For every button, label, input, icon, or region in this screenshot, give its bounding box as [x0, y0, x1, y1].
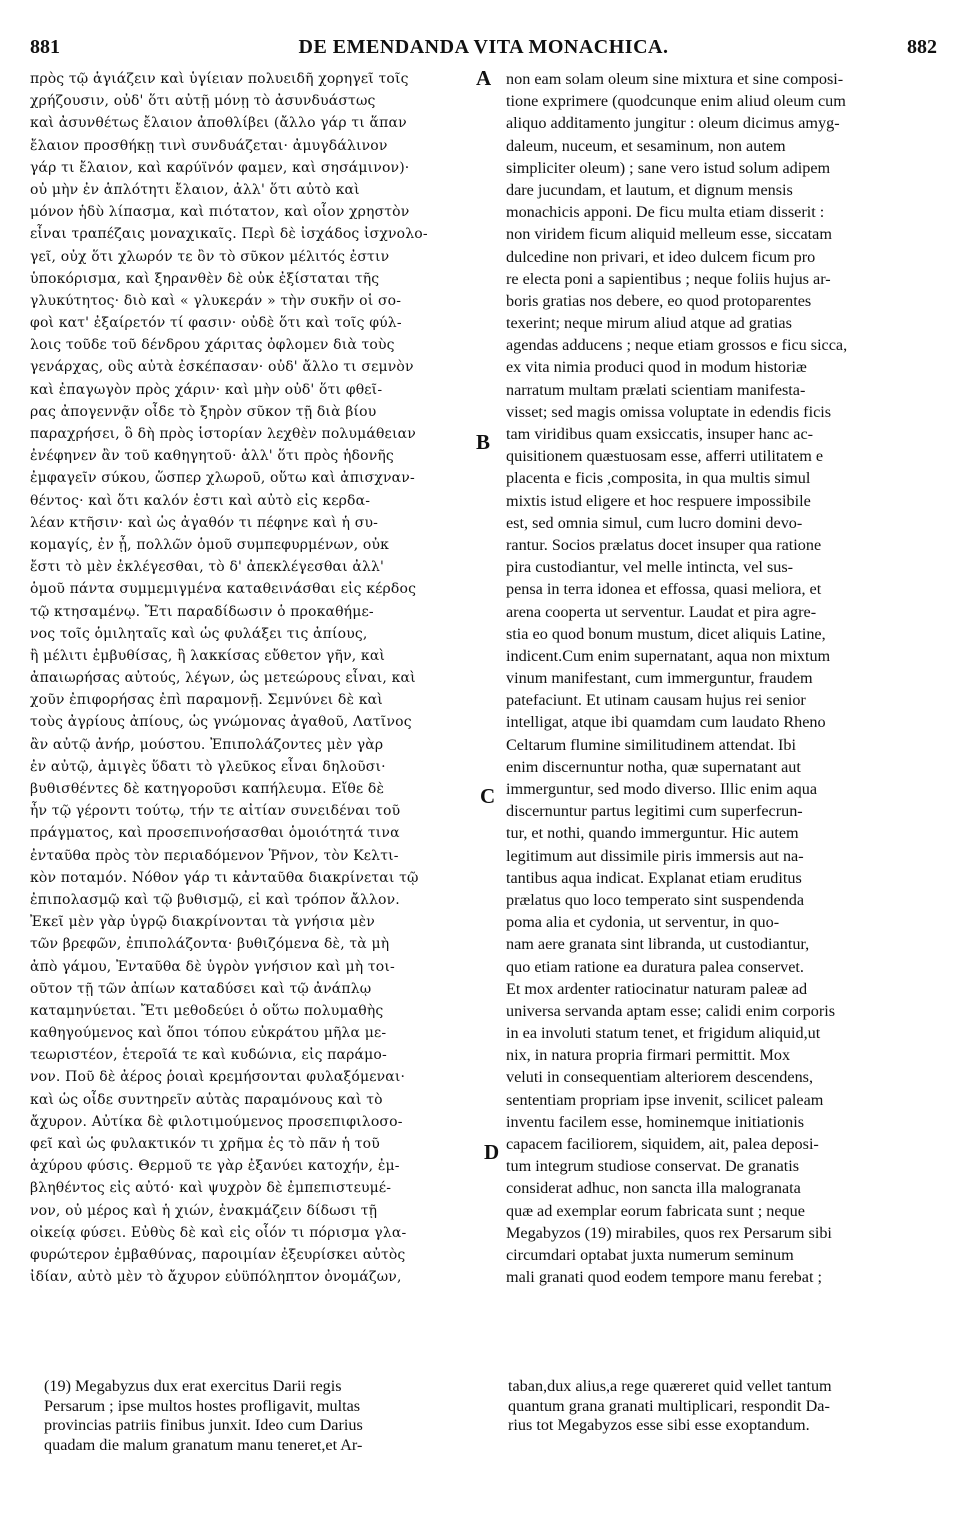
greek-text-line: νος τοῖς ὁμιληταῖς καὶ ὡς φυλάξει τις ἀπίους, — [30, 625, 368, 642]
greek-text-line: κὸν ποταμόν. Νόθον γάρ τι κἀνταῦθα διακρίνεται τῷ — [30, 869, 419, 886]
latin-text-line: considerat adhuc, non sancta illa malogranata — [506, 1179, 801, 1198]
latin-text-line: intelligat, atque ibi quamdam cum laudato Rheno — [506, 713, 826, 732]
greek-text-line: καταμηνύεται. Ἔτι μεθοδεύει ὁ οὕτω πολυμαθὴς — [30, 1002, 384, 1019]
latin-text-line: Celtarum flumine similitudinem attendat. Ibi — [506, 735, 796, 754]
latin-text-line: mali granati quod eodem tempore manu ferebat ; — [506, 1268, 822, 1287]
latin-text-line: in ea involuti statum tenet, et frigidum aliquid,ut — [506, 1024, 821, 1043]
running-header — [30, 36, 937, 62]
latin-text-line: nam aere granata sint libranda, ut custodiantur, — [506, 935, 810, 954]
greek-text-line: τεωριστέον, ἑτεροῖά τε καὶ κυδώνια, εἰς παράμο- — [30, 1047, 387, 1064]
latin-text-line: Et mox ardenter ratiocinatur naturam paleæ ad — [506, 979, 808, 998]
greek-text-line: χρήζουσιν, οὐδ' ὅτι αὐτῇ μόνῃ τὸ ἀσυνδυάστως — [30, 93, 376, 110]
latin-text-line: discernuntur partus legitimi cum superfecrun- — [506, 802, 803, 821]
greek-text-line: ἀπὸ γάμου, Ἐνταῦθα δὲ ὑγρὸν γνήσιον καὶ μὴ τοι- — [30, 958, 395, 975]
greek-text-line: καὶ ἀσυνθέτως ἔλαιον ἀποθλίβει (ἄλλο γάρ τι ἅπαν — [30, 115, 407, 132]
greek-text-line: ἐμφαγεῖν σύκου, ὥσπερ χλωροῦ, οὕτω καὶ ἀπισχναν- — [30, 470, 415, 487]
latin-text-line: visset; sed magis omissa voluptate in edendis ficis — [506, 402, 832, 421]
footnote-line: (19) Megabyzus dux erat exercitus Darii regis — [44, 1377, 342, 1395]
greek-text-line: τῷ κτησαμένῳ. Ἔτι παραδίδωσιν ὁ προκαθήμε- — [30, 603, 374, 620]
greek-text-line: ἀχύρου φύσις. Θερμοῦ τε γὰρ ἐξανύει κατοχήν, ἐμ- — [30, 1158, 400, 1175]
latin-text-line: boris gratias nos debere, eo quod protoparentes — [506, 291, 812, 310]
greek-text-line: πρὸς τῷ ἁγιάζειν καὶ ὑγίειαν πολυειδῆ χορηγεῖ τοῖς — [30, 71, 409, 87]
greek-text-line: βυθισθέντες δὲ κατηγοροῦσι καπήλευμα. Εἴθε δὲ — [30, 781, 385, 797]
latin-text-line: capacem faciliorem, siquidem, ait, palea deposi- — [506, 1135, 819, 1153]
latin-text-line: mixtis istud eligere et hoc respuere impossibile — [506, 491, 811, 510]
greek-text-line: κομαγίς, ἐν ᾗ, πολλῶν ὁμοῦ συμπεφυρμένων, οὐκ — [30, 536, 390, 553]
greek-text-line: ἐνταῦθα πρὸς τὸν περιαδόμενον Ῥῆνον, τὸν Κελτι- — [30, 847, 399, 864]
latin-text-line: quisitionem quæstuosam esse, afferri utilitatem e — [506, 447, 824, 466]
greek-text-line: βληθέντος εἰς αὐτό· καὶ ψυχρὸν δὲ ἐμπεπιστευμέ- — [30, 1180, 392, 1197]
latin-text-line: pensa in terra idonea et effossa, quasi meliora, et — [506, 580, 822, 599]
greek-text-line: φεῖ καὶ ὡς φυλακτικόν τι χρῆμα ἐς τὸ πᾶν ἡ τοῦ — [30, 1136, 380, 1152]
footnote-line: taban,dux alius,a rege quæreret quid vellet tantum — [508, 1377, 832, 1395]
latin-text-line: nix, in natura propria firmari permittit. Mox — [506, 1046, 791, 1065]
greek-text-line: καθηγούμενος καὶ ὅποι τόπου εὐκράτου μῆλα με- — [30, 1025, 387, 1042]
latin-text-line: texerint; neque mirum aliud atque ad gratias — [506, 314, 792, 333]
greek-text-line: τοὺς ἀγρίους ἀπίους, ὡς γνώμονας ἀγαθοῦ, Λατῖνος — [30, 714, 412, 731]
page-number-left: 881 — [30, 36, 60, 58]
latin-text-line: non eam solam oleum sine mixtura et sine composi- — [506, 70, 844, 88]
greek-text-line: ἐν αὐτῷ, ἀμιγὲς ὕδατι τὸ γλεῦκος εἶναι δηλοῦσι· — [30, 758, 386, 775]
greek-text-line: ἐνέφηνεν ἂν τοῦ καθηγητοῦ· ἀλλ' ὅτι πρὸς ἡδονῆς — [30, 448, 394, 465]
greek-text-line: εἶναι τραπέζαις μοναχικαῖς. Περὶ δὲ ἰσχάδος ἰσχνολο- — [30, 226, 428, 243]
greek-text-line: λέαν κτῆσιν· καὶ ὡς ἀγαθόν τι πέφηνε καὶ ἡ συ- — [30, 514, 379, 531]
latin-text-line: tur, et nothi, quando immerguntur. Hic autem — [506, 824, 799, 843]
latin-text-line: indicent.Cum enim supernatant, aqua non mixtum — [506, 646, 831, 665]
latin-text-line: placenta e ficis ,composita, in qua multis simul — [506, 469, 811, 488]
latin-text-line: immerguntur, sed modo diverso. Illic enim aqua — [506, 780, 818, 798]
latin-text-line: poma alia et cydonia, ut serventur, in quo- — [506, 913, 780, 932]
latin-text-line: narratum multam prælati scientiam manifesta- — [506, 380, 806, 399]
latin-text-line: Megabyzos (19) mirabiles, quos rex Persarum sibi — [506, 1223, 832, 1242]
latin-text-line: legitimum aut dissimile piris immersis aut na- — [506, 846, 804, 865]
margin-letter-a: A — [476, 66, 492, 90]
greek-text-line: οῦτον τῇ τῶν ἀπίων καταδύσει καὶ τῷ ἀνάπλῳ — [30, 980, 372, 997]
latin-text-line: dare jucundam, et lautum, et dignum mensis — [506, 180, 793, 199]
greek-text-line: γάρ τι ἔλαιον, καὶ καρύϊνόν φαμεν, καὶ σησάμινον)· — [30, 159, 410, 176]
greek-column — [30, 68, 470, 1288]
margin-letter-d: D — [484, 1140, 500, 1164]
latin-text-line: monachicis apponi. De ficu multa etiam disserit : — [506, 203, 825, 222]
greek-text-line: ἦν τῷ γέροντι τούτῳ, τήν τε αἰτίαν συνειδέναι τοῦ — [30, 803, 401, 820]
latin-text-line: universa servanda aptam esse; calidi enim corporis — [506, 1001, 836, 1020]
latin-text-line: pira custodiantur, vel melle intincta, vel sus- — [506, 558, 794, 577]
latin-text-line: daleum, nuceum, et sesaminum, non autem — [506, 136, 786, 155]
latin-text-line: veluti in consequentiam alteriorem descendens, — [506, 1068, 814, 1087]
footnote-line: rius tot Megabyzos esse sibi esse exoptandum. — [508, 1416, 810, 1434]
latin-text-line: stia eo quod bonum mustum, dicet aliquis Latine, — [506, 624, 826, 643]
latin-text-line: aliquo additamento jungitur : oleum dicimus amyg- — [506, 114, 840, 133]
greek-text-line: ἰδίαν, αὐτὸ μὲν τὸ ἄχυρον εὐϋπόληπτον ὀνομάζων, — [30, 1269, 402, 1286]
greek-text-line: φυρώτερον ἐμβαθύνας, παροιμίαν ἐξευρίσκει αὐτὸς — [30, 1246, 406, 1263]
latin-text-line: non viridem ficum aliquid melleum esse, siccatam — [506, 225, 832, 244]
latin-text-line: arena cooperta ut serventur. Laudat et pira agre- — [506, 602, 817, 621]
greek-text-line: καὶ ἐπαγωγὸν πρὸς χάριν· καὶ μὴν οὐδ' ὅτι φθεῖ- — [30, 381, 383, 398]
latin-text-line: re electa poni a sapientibus ; neque foliis hujus ar- — [506, 269, 831, 288]
footnote-line: Persarum ; ipse multos hostes profligavit, multas — [44, 1396, 361, 1415]
greek-text-line: ρας ἀπογεννᾷν οἶδε τὸ ξηρὸν σῦκον τῇ διὰ βίου — [30, 403, 377, 420]
greek-text-line: ἐπιπολασμῷ καὶ τῷ βυθισμῷ, εἰ καὶ τρόπον ἄλλον. — [30, 891, 400, 908]
greek-text-line: οἰκείᾳ φύσει. Εὐθὺς δὲ καὶ εἰς οἷόν τι πόρισμα γλα- — [30, 1224, 407, 1241]
running-title: DE EMENDANDA VITA MONACHICA. — [298, 36, 669, 58]
greek-text-line: φοὶ κατ' ἐξαίρετόν τί φασιν· οὐδὲ ὅτι καὶ τοῖς φύλ- — [30, 315, 402, 332]
footnote-right — [508, 1377, 948, 1436]
greek-text-line: καὶ ὡς οἶδε συντηρεῖν αὐτὰς παραμόνους καὶ τὸ — [30, 1091, 383, 1108]
latin-text-line: est, sed omnia simul, cum lucro domini devo- — [506, 513, 803, 532]
latin-text-line: circumdari optabat juxta numerum seminum — [506, 1245, 794, 1264]
latin-text-line: vinum manifestant, cum immerguntur, fraudem — [506, 669, 813, 688]
footnote-line: quantum grana granati multiplicari, respondit Da- — [508, 1396, 830, 1415]
greek-text-line: νον, οὐ μέρος καὶ ἡ χιών, ἐνακμάζειν δίδωσι τῇ — [30, 1202, 378, 1219]
greek-text-line: γενάρχας, οὓς αὐτὰ ἐσκέπασαν· οὐδ' ἄλλο τι σεμνὸν — [30, 359, 414, 376]
latin-text-line: inventu facilem esse, hominemque initiationis — [506, 1112, 805, 1131]
latin-text-line: enim discernuntur notha, quæ supernatant aut — [506, 757, 801, 776]
greek-text-line: ὁμοῦ πάντα συμμεμιγμένα καταθεινάσθαι εἰς κέρδος — [30, 581, 417, 598]
latin-text-line: agendas adducens ; neque etiam grossos e ficu sicca, — [506, 336, 848, 355]
greek-text-line: παραχρήσει, ὃ δὴ πρὸς ἱστορίαν λεχθὲν πολυμάθειαν — [30, 426, 416, 442]
margin-letter-c: C — [480, 784, 496, 808]
greek-text-line: γλυκύτητος· διὸ καὶ « γλυκεράν » τὴν συκῆν οἱ σο- — [30, 292, 402, 309]
latin-text-line: tum integrum studiose conservat. De granatis — [506, 1157, 800, 1176]
footnote-line: quadam die malum granatum manu teneret,et Ar- — [44, 1435, 363, 1454]
latin-text-line: rantur. Socios prælatus docet insuper qua ratione — [506, 535, 822, 554]
latin-text-line: tione exprimere (quodcunque enim aliud oleum cum — [506, 92, 846, 111]
greek-text-line: οὐ μὴν ἐν ἁπλότητι ἔλαιον, ἀλλ' ὅτι αὐτὸ καὶ — [30, 181, 360, 198]
margin-letter-b: B — [476, 430, 491, 454]
footnote-left — [44, 1377, 474, 1455]
latin-text-line: sententiam propriam ipse invenit, scilicet paleam — [506, 1090, 824, 1109]
greek-text-line: γεῖ, οὐχ ὅτι χλωρόν τε ὂν τὸ σῦκον μέλιτός ἐστιν — [30, 248, 390, 265]
latin-column — [506, 68, 944, 1288]
latin-text-line: quo etiam ratione ea duratura palea conservet. — [506, 957, 804, 976]
greek-text-line: νον. Ποῦ δὲ ἀέρος ῥοιαὶ κρεμήσονται φυλαξόμεναι· — [30, 1069, 406, 1086]
greek-text-line: ὑποκόρισμα, καὶ ξηρανθὲν δὲ οὐκ ἐξίσταται τῆς — [30, 270, 380, 287]
greek-text-line: ἀπαιωρήσας αὐτούς, λέγων, ὡς μετεώρους εἶναι, καὶ — [30, 670, 416, 687]
greek-text-line: χοῦν ἐπιφορήσας ἐπὶ παραμονῇ. Σεμνύνει δὲ καὶ — [30, 692, 383, 709]
latin-text-line: dulcedine non privari, et ideo dulcem ficum pro — [506, 247, 816, 266]
greek-text-line: ἄχυρον. Αὐτίκα δὲ φιλοτιμούμενος προσεπιφιλοσο- — [30, 1113, 403, 1130]
latin-text-line: simpliciter oleum) ; sane vero istud solum adipem — [506, 158, 831, 177]
greek-text-line: Ἐκεῖ μὲν γὰρ ὑγρῷ διακρίνονται τὰ γνήσια μὲν — [30, 914, 375, 931]
greek-text-line: ἂν αὐτῷ ἀνήρ, μούστου. Ἐπιπολάζοντες μὲν γὰρ — [30, 736, 384, 753]
latin-text-line: patefaciunt. Et utinam causam hujus rei senior — [506, 691, 806, 710]
greek-text-line: ἔλαιον προσθήκῃ τινὶ συνδυάζεται· ἀμυγδάλινον — [30, 137, 388, 154]
latin-text-line: tantibus aqua indicat. Explanat etiam eruditus — [506, 868, 802, 887]
page-number-right: 882 — [907, 36, 937, 58]
greek-text-line: ἢ μέλιτι ἐμβυθίσας, ἢ λακκίσας εὔθετον γῆν, καὶ — [30, 647, 386, 664]
greek-text-line: ἔστι τὸ μὲν ἐκλέγεσθαι, τὸ δ' ἀπεκλέγεσθαι ἀλλ' — [30, 559, 385, 576]
latin-text-line: ex vita nimia produci quod in modum historiæ — [506, 358, 807, 377]
greek-text-line: λοις τοῦδε τοῦ δένδρου χάριτας ὀφλομεν διὰ τοὺς — [30, 337, 395, 354]
latin-text-line: tam viridibus quam exsiccatis, insuper hanc ac- — [506, 425, 814, 443]
greek-text-line: μόνον ἡδὺ λίπασμα, καὶ πιότατον, καὶ οἷον χρηστὸν — [30, 204, 410, 221]
greek-text-line: πράγματος, καὶ προσεπινοήσασθαι ὁμοιότητά τινα — [30, 825, 400, 842]
footnote-line: provincias patriis finibus junxit. Ideo cum Darius — [44, 1416, 363, 1434]
latin-text-line: prælatus quo loco temperato sint suspendenda — [506, 890, 805, 909]
latin-text-line: quæ ad exemplar eorum fabricata sunt ; neque — [506, 1201, 805, 1220]
greek-text-line: θέντος· καὶ ὅτι καλόν ἐστι καὶ αὐτὸ εἰς κερδα- — [30, 492, 371, 509]
greek-text-line: τῶν βρεφῶν, ἐπιπολάζοντα· βυθιζόμενα δὲ, τὰ μὴ — [30, 936, 390, 953]
